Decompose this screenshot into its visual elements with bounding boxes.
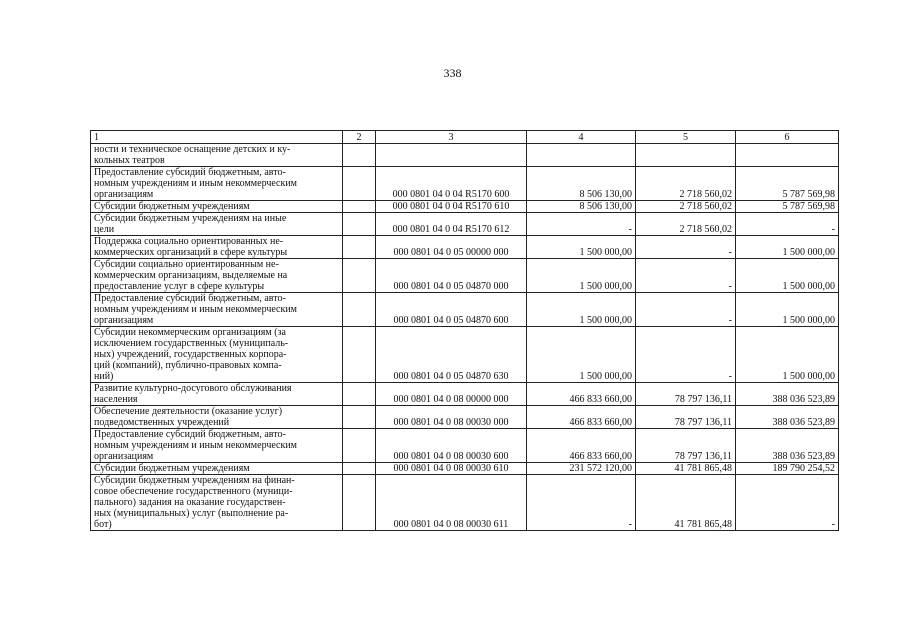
cell-amount-col5: - <box>636 236 736 259</box>
cell-budget-code: 000 0801 04 0 08 00000 000 <box>376 383 527 406</box>
cell-column-2 <box>343 475 376 531</box>
budget-table <box>90 130 839 531</box>
cell-column-2 <box>343 213 376 236</box>
cell-description: Субсидии бюджетным учреждениям на иные цели <box>91 213 343 236</box>
cell-amount-col6: 388 036 523,89 <box>736 383 839 406</box>
cell-amount-col6: 1 500 000,00 <box>736 236 839 259</box>
cell-amount-col4: 1 500 000,00 <box>527 259 636 293</box>
cell-budget-code: 000 0801 04 0 04 R5170 610 <box>376 201 527 213</box>
cell-amount-col6: 1 500 000,00 <box>736 293 839 327</box>
cell-column-2 <box>343 383 376 406</box>
cell-column-2 <box>343 327 376 383</box>
cell-amount-col6: 388 036 523,89 <box>736 406 839 429</box>
cell-description: Предоставление субсидий бюджетным, авто- номным учреждениям и иным некоммерческим организациям <box>91 293 343 327</box>
cell-amount-col4: 8 506 130,00 <box>527 201 636 213</box>
cell-budget-code: 000 0801 04 0 05 00000 000 <box>376 236 527 259</box>
cell-amount-col5: 78 797 136,11 <box>636 406 736 429</box>
cell-amount-col5: 2 718 560,02 <box>636 201 736 213</box>
cell-amount-col6: 1 500 000,00 <box>736 327 839 383</box>
cell-budget-code <box>376 144 527 167</box>
cell-amount-col6: 388 036 523,89 <box>736 429 839 463</box>
cell-budget-code: 000 0801 04 0 04 R5170 600 <box>376 167 527 201</box>
cell-amount-col6 <box>736 144 839 167</box>
table-row <box>91 463 839 475</box>
table-row <box>91 429 839 463</box>
cell-amount-col4: 1 500 000,00 <box>527 293 636 327</box>
table-row <box>91 236 839 259</box>
cell-column-2 <box>343 293 376 327</box>
cell-budget-code: 000 0801 04 0 05 04870 000 <box>376 259 527 293</box>
table-row <box>91 167 839 201</box>
cell-amount-col4: 466 833 660,00 <box>527 383 636 406</box>
cell-amount-col6: 1 500 000,00 <box>736 259 839 293</box>
cell-amount-col4: 231 572 120,00 <box>527 463 636 475</box>
column-header-3: 3 <box>376 131 527 144</box>
cell-amount-col6: 5 787 569,98 <box>736 167 839 201</box>
table-header-row <box>91 131 839 144</box>
cell-budget-code: 000 0801 04 0 05 04870 630 <box>376 327 527 383</box>
cell-description: Предоставление субсидий бюджетным, авто- номным учреждениям и иным некоммерческим организациям <box>91 429 343 463</box>
cell-amount-col6: - <box>736 213 839 236</box>
cell-description: Развитие культурно-досугового обслуживания населения <box>91 383 343 406</box>
cell-budget-code: 000 0801 04 0 08 00030 000 <box>376 406 527 429</box>
cell-amount-col5: 2 718 560,02 <box>636 167 736 201</box>
cell-amount-col5: 2 718 560,02 <box>636 213 736 236</box>
cell-amount-col4: 1 500 000,00 <box>527 236 636 259</box>
column-header-1: 1 <box>91 131 343 144</box>
cell-amount-col5: - <box>636 293 736 327</box>
table-row <box>91 144 839 167</box>
table-row <box>91 327 839 383</box>
cell-budget-code: 000 0801 04 0 08 00030 611 <box>376 475 527 531</box>
table-row <box>91 213 839 236</box>
cell-description: ности и техническое оснащение детских и ку- кольных театров <box>91 144 343 167</box>
cell-amount-col4: 1 500 000,00 <box>527 327 636 383</box>
cell-amount-col4: - <box>527 475 636 531</box>
cell-column-2 <box>343 259 376 293</box>
table-row <box>91 201 839 213</box>
cell-description: Предоставление субсидий бюджетным, авто- номным учреждениям и иным некоммерческим организациям <box>91 167 343 201</box>
cell-amount-col4: 466 833 660,00 <box>527 406 636 429</box>
cell-description: Субсидии бюджетным учреждениям на финан- совое обеспечение государственного (муници- пального) задания на оказание государствен- ных (муниципальных) услуг (выполнение ра- бот) <box>91 475 343 531</box>
cell-budget-code: 000 0801 04 0 04 R5170 612 <box>376 213 527 236</box>
table-row <box>91 406 839 429</box>
table-row <box>91 259 839 293</box>
cell-amount-col4: - <box>527 213 636 236</box>
cell-amount-col5: 78 797 136,11 <box>636 429 736 463</box>
page-number: 338 <box>443 66 462 80</box>
cell-column-2 <box>343 406 376 429</box>
cell-description: Поддержка социально ориентированных не- коммерческих организаций в сфере культуры <box>91 236 343 259</box>
cell-amount-col4: 8 506 130,00 <box>527 167 636 201</box>
cell-amount-col5 <box>636 144 736 167</box>
cell-budget-code: 000 0801 04 0 08 00030 610 <box>376 463 527 475</box>
cell-amount-col4: 466 833 660,00 <box>527 429 636 463</box>
column-header-2: 2 <box>343 131 376 144</box>
cell-column-2 <box>343 429 376 463</box>
cell-description: Субсидии бюджетным учреждениям <box>91 463 343 475</box>
table-row <box>91 293 839 327</box>
cell-amount-col6: - <box>736 475 839 531</box>
column-header-5: 5 <box>636 131 736 144</box>
cell-description: Субсидии бюджетным учреждениям <box>91 201 343 213</box>
cell-amount-col5: - <box>636 259 736 293</box>
cell-budget-code: 000 0801 04 0 05 04870 600 <box>376 293 527 327</box>
cell-amount-col6: 189 790 254,52 <box>736 463 839 475</box>
cell-amount-col5: 41 781 865,48 <box>636 463 736 475</box>
cell-description: Субсидии некоммерческим организациям (за исключением государственных (муниципаль- ных) учреждений, государственных корпора- ций (компаний), публично-правовых компа- ний) <box>91 327 343 383</box>
table-body <box>91 144 839 531</box>
cell-column-2 <box>343 144 376 167</box>
cell-column-2 <box>343 463 376 475</box>
table-row <box>91 383 839 406</box>
table-row <box>91 475 839 531</box>
cell-amount-col4 <box>527 144 636 167</box>
cell-column-2 <box>343 236 376 259</box>
cell-column-2 <box>343 201 376 213</box>
cell-column-2 <box>343 167 376 201</box>
cell-description: Обеспечение деятельности (оказание услуг) подведомственных учреждений <box>91 406 343 429</box>
cell-amount-col5: - <box>636 327 736 383</box>
column-header-4: 4 <box>527 131 636 144</box>
cell-amount-col6: 5 787 569,98 <box>736 201 839 213</box>
column-header-6: 6 <box>736 131 839 144</box>
cell-amount-col5: 78 797 136,11 <box>636 383 736 406</box>
cell-description: Субсидии социально ориентированным не- коммерческим организациям, выделяемые на предоставление услуг в сфере культуры <box>91 259 343 293</box>
cell-budget-code: 000 0801 04 0 08 00030 600 <box>376 429 527 463</box>
cell-amount-col5: 41 781 865,48 <box>636 475 736 531</box>
